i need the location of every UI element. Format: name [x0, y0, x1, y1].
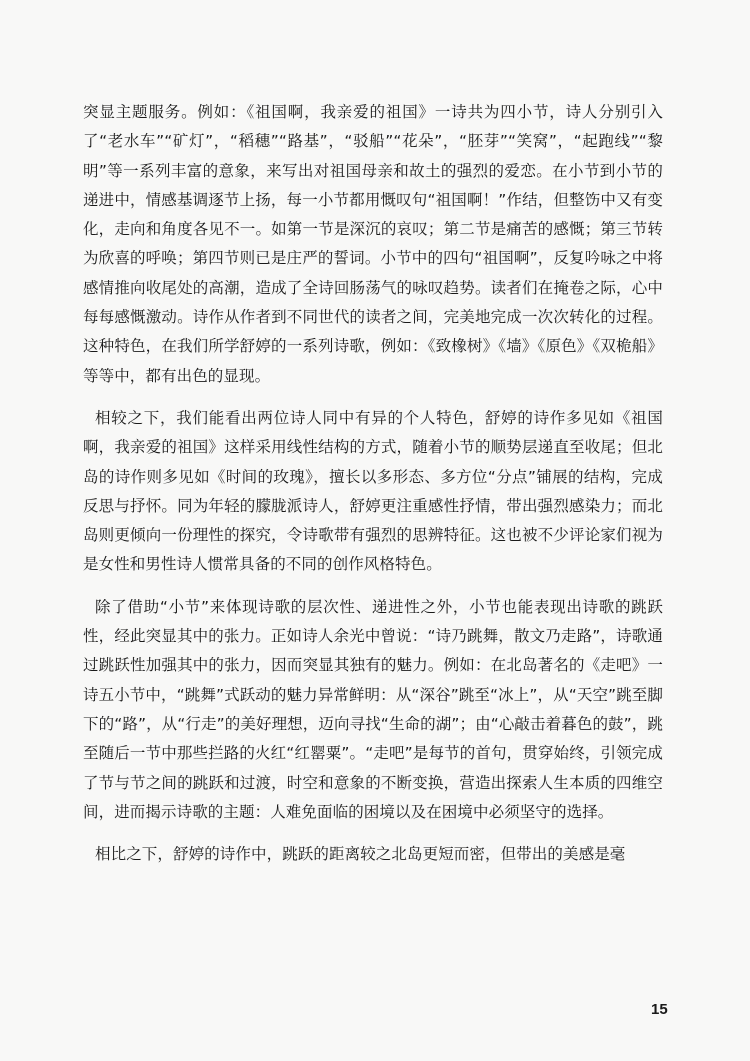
- paragraph-1: 突显主题服务。例如：《祖国啊，我亲爱的祖国》一诗共为四小节，诗人分别引入了“老水车”“矿灯”，“稻穗”“路基”，“驳船”“花朵”，“胚芽”“笑窝”，“起跑线”“黎明”等一系列丰富的意象，来写出对祖国母亲和故土的强烈的爱恋。在小节到小节的递进中，情感基调逐节上扬，每一小节都用慨叹句“祖国啊！”作结，但整饬中又有变化，走向和角度各见不一。如第一节是深沉的哀叹；第二节是痛苦的感慨；第三节转为欣喜的呼唤；第四节则已是庄严的誓词。小节中的四句“祖国啊”，反复吟咏之中将感情推向收尾处的高潮，造成了全诗回肠荡气的咏叹趋势。读者们在掩卷之际，心中每每感慨激动。诗作从作者到不同世代的读者之间，完美地完成一次次转化的过程。这种特色，在我们所学舒婷的一系列诗歌，例如：《致橡树》《墙》《原色》《双桅船》等等中，都有出色的显现。: [83, 103, 663, 385]
- body-text: [83, 98, 663, 869]
- paragraph-4: 相比之下，舒婷的诗作中，跳跃的距离较之北岛更短而密，但带出的美感是毫: [95, 845, 626, 864]
- paragraph-3: 除了借助“小节”来体现诗歌的层次性、递进性之外，小节也能表现出诗歌的跳跃性，经此突显其中的张力。正如诗人余光中曾说：“诗乃跳舞，散文乃走路”，诗歌通过跳跃性加强其中的张力，因而突显其独有的魅力。例如：在北岛著名的《走吧》一诗五小节中，“跳舞”式跃动的魅力异常鲜明：从“深谷”跳至“冰上”，从“天空”跳至脚下的“路”，从“行走”的美好理想，迈向寻找“生命的湖”；由“心敲击着暮色的鼓”，跳至随后一节中那些拦路的火红“红罂粟”。“走吧”是每节的首句，贯穿始终，引领完成了节与节之间的跳跃和过渡，时空和意象的不断变换，营造出探索人生本质的四维空间，进而揭示诗歌的主题：人难免面临的困境以及在困境中必须坚守的选择。: [83, 597, 663, 821]
- page-number: 15: [651, 1001, 668, 1018]
- paragraph-2: 相较之下，我们能看出两位诗人同中有异的个人特色，舒婷的诗作多见如《祖国啊，我亲爱的祖国》这样采用线性结构的方式，随着小节的顺势层递直至收尾；但北岛的诗作则多见如《时间的玫瑰》，擅长以多形态、多方位“分点”铺展的结构，完成反思与抒怀。同为年轻的朦胧派诗人，舒婷更注重感性抒情，带出强烈感染力；而北岛则更倾向一份理性的探究，令诗歌带有强烈的思辨特征。这也被不少评论家们视为是女性和男性诗人惯常具备的不同的创作风格特色。: [83, 408, 663, 574]
